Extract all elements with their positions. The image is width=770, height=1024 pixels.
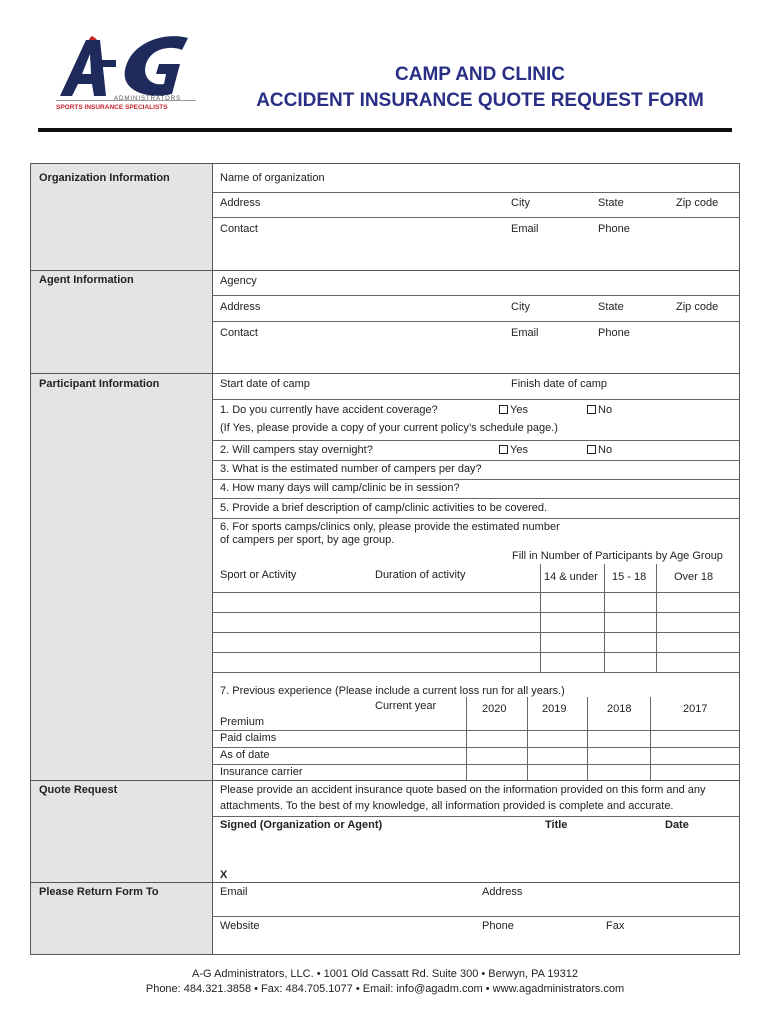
question-2: 2. Will campers stay overnight? <box>220 444 373 456</box>
row-as-of-date: As of date <box>220 749 270 761</box>
org-zip-field[interactable]: Zip code <box>676 197 719 209</box>
signature-line[interactable]: X <box>220 869 228 881</box>
quote-request-heading: Quote Request <box>39 784 118 796</box>
org-info-heading: Organization Information <box>39 172 170 184</box>
logo-subtitle-specialists: SPORTS INSURANCE SPECIALISTS <box>56 104 168 111</box>
agent-address-field[interactable]: Address <box>220 301 261 313</box>
col-divider <box>656 564 657 672</box>
org-contact-field[interactable]: Contact <box>220 223 258 235</box>
no-label: No <box>598 444 613 456</box>
row-divider <box>213 816 739 817</box>
table-row[interactable] <box>213 592 739 593</box>
company-logo <box>56 30 196 116</box>
col-duration-header: Duration of activity <box>375 569 466 581</box>
quote-form <box>30 163 740 955</box>
title-label: Title <box>545 819 568 831</box>
return-website: Website <box>220 920 260 932</box>
quote-text-line2: attachments. To the best of my knowledge, all information provided is complete and accurate. <box>220 800 674 812</box>
agent-phone-field[interactable]: Phone <box>598 327 630 339</box>
row-divider <box>213 399 739 400</box>
org-address-field[interactable]: Address <box>220 197 261 209</box>
row-divider <box>213 295 739 296</box>
row-divider <box>213 460 739 461</box>
return-address: Address <box>482 886 523 898</box>
org-email-field[interactable]: Email <box>511 223 539 235</box>
return-fax: Fax <box>606 920 625 932</box>
row-divider <box>213 764 739 765</box>
row-premium: Premium <box>220 716 265 728</box>
yes-label: Yes <box>510 444 528 456</box>
row-divider <box>213 321 739 322</box>
col-divider <box>527 697 528 780</box>
checkbox-icon[interactable] <box>499 405 508 414</box>
row-paid-claims: Paid claims <box>220 732 277 744</box>
col-divider <box>604 564 605 672</box>
row-insurance-carrier: Insurance carrier <box>220 766 303 778</box>
org-phone-field[interactable]: Phone <box>598 223 630 235</box>
row-divider <box>213 498 739 499</box>
agent-state-field[interactable]: State <box>598 301 624 313</box>
row-divider <box>213 747 739 748</box>
question-5[interactable]: 5. Provide a brief description of camp/clinic activities to be covered. <box>220 502 548 514</box>
quote-text-line1: Please provide an accident insurance quote based on the information provided on this form and any <box>220 784 706 796</box>
agent-agency-field[interactable]: Agency <box>220 275 257 287</box>
form-title-line1: CAMP AND CLINIC <box>395 64 565 85</box>
agent-contact-field[interactable]: Contact <box>220 327 258 339</box>
checkbox-icon[interactable] <box>587 405 596 414</box>
footer-contact: Phone: 484.321.3858 • Fax: 484.705.1077 • Email: info@agadm.com • www.agadministrators.com <box>145 983 625 995</box>
col-14-under-header: 14 & under <box>544 571 598 583</box>
yes-label: Yes <box>510 404 528 416</box>
col-sport-header: Sport or Activity <box>220 569 297 581</box>
date-label: Date <box>665 819 689 831</box>
row-divider <box>213 440 739 441</box>
q1-yes-option[interactable] <box>499 404 528 416</box>
return-phone: Phone <box>482 920 514 932</box>
col-divider <box>540 564 541 672</box>
question-6-line1: 6. For sports camps/clinics only, please provide the estimated number <box>220 521 560 533</box>
table-row[interactable] <box>213 672 739 673</box>
logo-subtitle-administrators: ADMINISTRATORS <box>114 96 182 102</box>
table-row[interactable] <box>213 652 739 653</box>
section-divider <box>31 270 739 271</box>
question-1: 1. Do you currently have accident coverage? <box>220 404 438 416</box>
question-4[interactable]: 4. How many days will camp/clinic be in session? <box>220 482 460 494</box>
return-form-heading: Please Return Form To <box>39 886 159 898</box>
question-7: 7. Previous experience (Please include a current loss run for all years.) <box>220 685 565 697</box>
q2-yes-option[interactable] <box>499 444 528 456</box>
return-email: Email <box>220 886 248 898</box>
form-title-line2: ACCIDENT INSURANCE QUOTE REQUEST FORM <box>256 90 704 111</box>
current-year-label: Current year <box>375 700 437 712</box>
question-1-note: (If Yes, please provide a copy of your current policy’s schedule page.) <box>220 422 558 434</box>
col-over-18-header: Over 18 <box>674 571 714 583</box>
year-2018: 2018 <box>607 703 632 715</box>
row-divider <box>213 518 739 519</box>
row-divider <box>213 730 739 731</box>
agent-email-field[interactable]: Email <box>511 327 539 339</box>
org-state-field[interactable]: State <box>598 197 624 209</box>
footer-address: A-G Administrators, LLC. • 1001 Old Cassatt Rd. Suite 300 • Berwyn, PA 19312 <box>192 968 578 980</box>
participant-info-heading: Participant Information <box>39 378 160 390</box>
table-row[interactable] <box>213 612 739 613</box>
row-divider <box>213 192 739 193</box>
col-divider <box>466 697 467 780</box>
header-divider <box>38 128 732 132</box>
row-divider <box>213 217 739 218</box>
checkbox-icon[interactable] <box>499 445 508 454</box>
question-3[interactable]: 3. What is the estimated number of campers per day? <box>220 463 482 475</box>
age-group-label: Fill in Number of Participants by Age Group <box>512 550 723 562</box>
table-row[interactable] <box>213 632 739 633</box>
agent-info-heading: Agent Information <box>39 274 134 286</box>
col-15-18-header: 15 - 18 <box>612 571 647 583</box>
org-city-field[interactable]: City <box>511 197 530 209</box>
no-label: No <box>598 404 613 416</box>
year-2019: 2019 <box>542 703 567 715</box>
finish-date-field[interactable]: Finish date of camp <box>511 378 607 390</box>
q2-no-option[interactable] <box>587 444 612 456</box>
section-divider <box>31 780 739 781</box>
section-divider <box>31 882 739 883</box>
row-divider <box>213 916 739 917</box>
checkbox-icon[interactable] <box>587 445 596 454</box>
col-divider <box>650 697 651 780</box>
agent-city-field[interactable]: City <box>511 301 530 313</box>
question-6-line2: of campers per sport, by age group. <box>220 534 395 546</box>
start-date-field[interactable]: Start date of camp <box>220 378 310 390</box>
org-name-field[interactable]: Name of organization <box>220 172 325 184</box>
q1-no-option[interactable] <box>587 404 612 416</box>
year-2017: 2017 <box>683 703 708 715</box>
signed-label: Signed (Organization or Agent) <box>220 819 383 831</box>
col-divider <box>587 697 588 780</box>
row-divider <box>213 479 739 480</box>
section-divider <box>31 373 739 374</box>
year-2020: 2020 <box>482 703 507 715</box>
agent-zip-field[interactable]: Zip code <box>676 301 719 313</box>
